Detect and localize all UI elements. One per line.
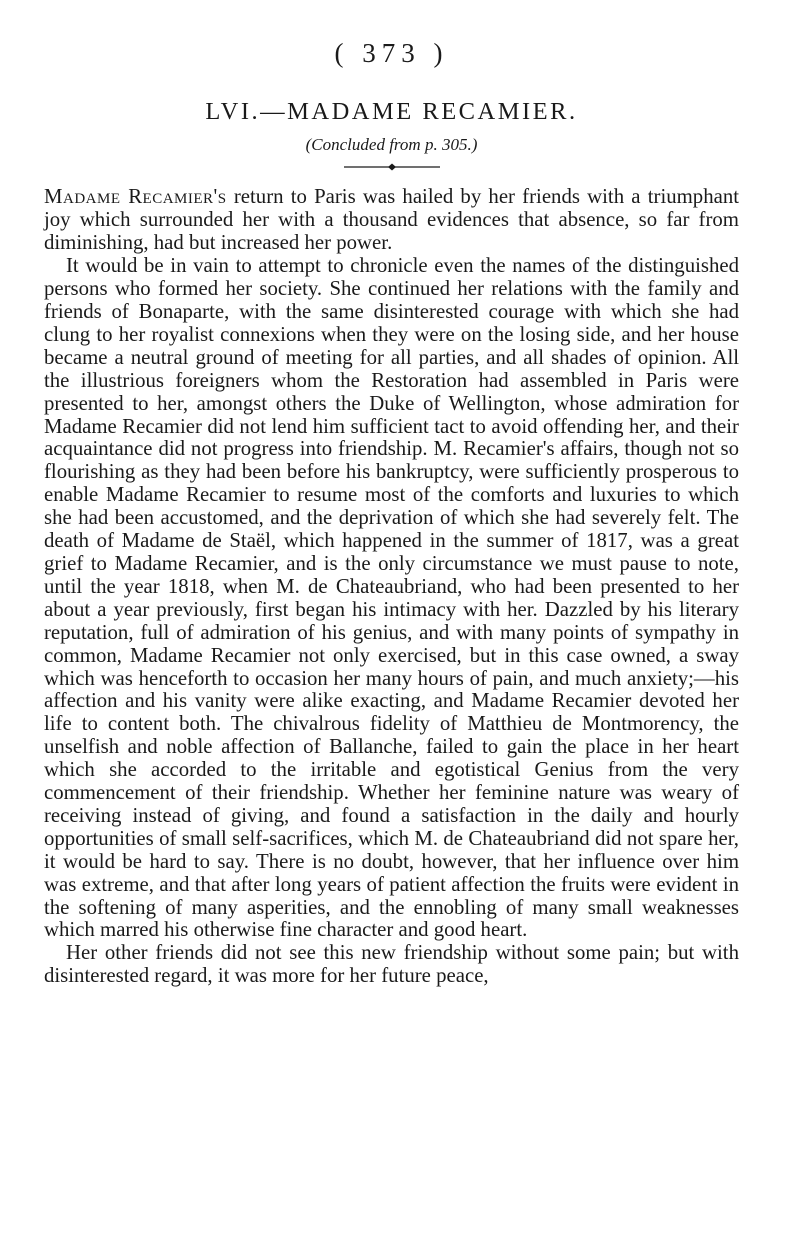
paragraph-2: It would be in vain to attempt to chronicle even the names of the distinguished persons who formed her society. She continued her relations with the family and friends of Bonaparte, with the same disinterested courage with which she had clung to her royalist connexions when they were on the losing side, and her house became a neutral ground of meeting for all parties, and all shades of opinion. All the illustrious foreigners whom the Restoration had assembled in Paris were presented to her, amongst others the Duke of Wellington, whose admiration for Madame Recamier did not lend him sufficient tact to avoid offending her, and their acquaintance did not progress into friendship. M. Recamier's affairs, though not so flourishing as they had been before his bankruptcy, were sufficiently prosperous to enable Madame Recamier to resume most of the comforts and luxuries to which she had been accustomed, and the deprivation of which she had severely felt. The death of Madame de Staël, which happened in the summer of 1817, was a great grief to Madame Recamier, and is the only circumstance we must pause to note, until the year 1818, when M. de Chateaubriand, who had been presented to her about a year previously, first began his intimacy with her. Dazzled by his literary reputation, full of admiration of his genius, and with many points of sympathy in common, Madame Recamier not only exercised, but in this case owned, a sway which was henceforth to occasion her many hours of pain, and much anxiety;—his affection and his vanity were alike exacting, and Madame Recamier devoted her life to content both. The chivalrous fidelity of Matthieu de Montmorency, the unselfish and noble affection of Ballanche, failed to gain the place in her heart which she accorded to the irritable and egotistical Genius from the very commencement of their friendship. Whether her feminine nature was weary of receiving instead of giving, and found a satisfaction in the daily and hourly opportunities of small self-sacrifices, which M. de Chateaubriand did not spare her, it would be hard to say. There is no doubt, however, that her influence over him was extreme, and that after long years of patient affection the fruits were evident in the softening of many asperities, and the ennobling of many small weaknesses which marred his otherwise fine character and good heart. [44,254,739,942]
paragraph-1 [44,186,739,255]
paragraph-1-text: return to Paris was hailed by her friends with a triumphant joy which surrounded her with a thousand evidences that absence, so far from diminishing, had but increased her power. [44,185,739,255]
article-subtitle: (Concluded from p. 305.) [305,135,478,155]
article-title: LVI.—MADAME RECAMIER. [205,98,578,125]
paragraph-3: Her other friends did not see this new friendship without some pain; but with disinterested regard, it was more for her future peace, [44,941,739,988]
diamond-rule-icon [344,162,440,172]
divider-ornament [44,162,739,172]
page-number: ( 373 ) [334,38,449,68]
lead-smallcaps: Madame Recamier's [44,185,227,209]
article-body [44,186,739,988]
